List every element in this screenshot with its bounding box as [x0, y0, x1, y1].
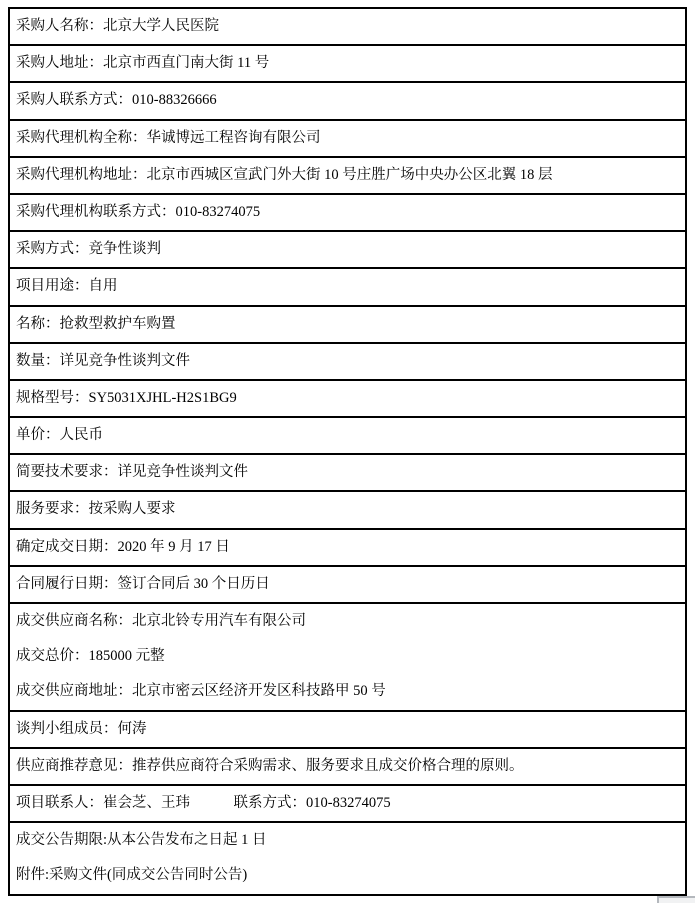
row-agency-name [10, 119, 685, 156]
row-panel-members [10, 710, 685, 747]
table-cell-text: 确定成交日期：2020 年 9 月 17 日 [16, 538, 230, 555]
row-project-contacts [10, 784, 685, 821]
row-tech-requirements [10, 453, 685, 490]
row-award-date [10, 528, 685, 565]
table-cell-text: 合同履行日期：签订合同后 30 个日历日 [16, 575, 270, 592]
row-purchaser-contact [10, 81, 685, 118]
table-cell-text: 项目联系人：崔会芝、王玮 联系方式：010-83274075 [16, 794, 391, 811]
row-winning-supplier [10, 602, 685, 710]
table-cell-text: 成交供应商名称：北京北铃专用汽车有限公司 [16, 613, 306, 629]
table-cell-text: 谈判小组成员：何涛 [16, 720, 147, 737]
table-cell-text: 采购人联系方式：010-88326666 [16, 92, 217, 109]
table-cell-text: 成交公告期限:从本公告发布之日起 1 日 [16, 832, 267, 849]
row-purchaser-address [10, 44, 685, 81]
table-cell-text: 名称：抢救型救护车购置 [16, 315, 176, 332]
table-cell-text: 成交供应商地址：北京市密云区经济开发区科技路甲 50 号 [16, 683, 386, 700]
row-purchaser-name [10, 9, 685, 44]
row-procurement-method [10, 230, 685, 267]
table-cell-text: 采购人地址：北京市西直门南大街 11 号 [16, 55, 270, 72]
row-item-name [10, 305, 685, 342]
table-cell-text: 规格型号：SY5031XJHL-H2S1BG9 [16, 389, 237, 406]
row-project-use [10, 267, 685, 304]
row-recommendation [10, 747, 685, 784]
table-cell-text: 采购代理机构联系方式：010-83274075 [16, 203, 261, 220]
table-cell-text: 项目用途：自用 [16, 278, 118, 295]
table-cell-text: 采购代理机构全称：华诚博远工程咨询有限公司 [16, 129, 321, 146]
table-cell-text: 供应商推荐意见：推荐供应商符合采购需求、服务要求且成交价格合理的原则。 [16, 757, 524, 774]
table-cell-text: 成交总价：185000 元整 [16, 648, 165, 665]
row-agency-address [10, 156, 685, 193]
row-agency-contact [10, 193, 685, 230]
table-cell-text: 数量：详见竞争性谈判文件 [16, 352, 190, 369]
table-cell-text: 单价：人民币 [16, 427, 103, 444]
table-cell-text: 采购代理机构地址：北京市西城区宣武门外大街 10 号庄胜广场中央办公区北翼 18 层 [16, 166, 553, 183]
row-announcement-period [10, 821, 685, 893]
row-quantity [10, 342, 685, 379]
table-cell-text: 采购方式：竞争性谈判 [16, 241, 161, 258]
procurement-announcement-table [8, 7, 687, 896]
table-cell-text: 采购人名称：北京大学人民医院 [16, 18, 219, 34]
table-cell-text: 附件:采购文件(同成交公告同时公告) [16, 867, 248, 884]
row-spec-model [10, 379, 685, 416]
cutoff-ui-fragment [657, 896, 695, 903]
row-service-requirements [10, 490, 685, 527]
row-contract-period [10, 565, 685, 602]
table-cell-text: 简要技术要求：详见竞争性谈判文件 [16, 464, 248, 481]
row-unit-price [10, 416, 685, 453]
table-cell-text: 服务要求：按采购人要求 [16, 501, 176, 518]
